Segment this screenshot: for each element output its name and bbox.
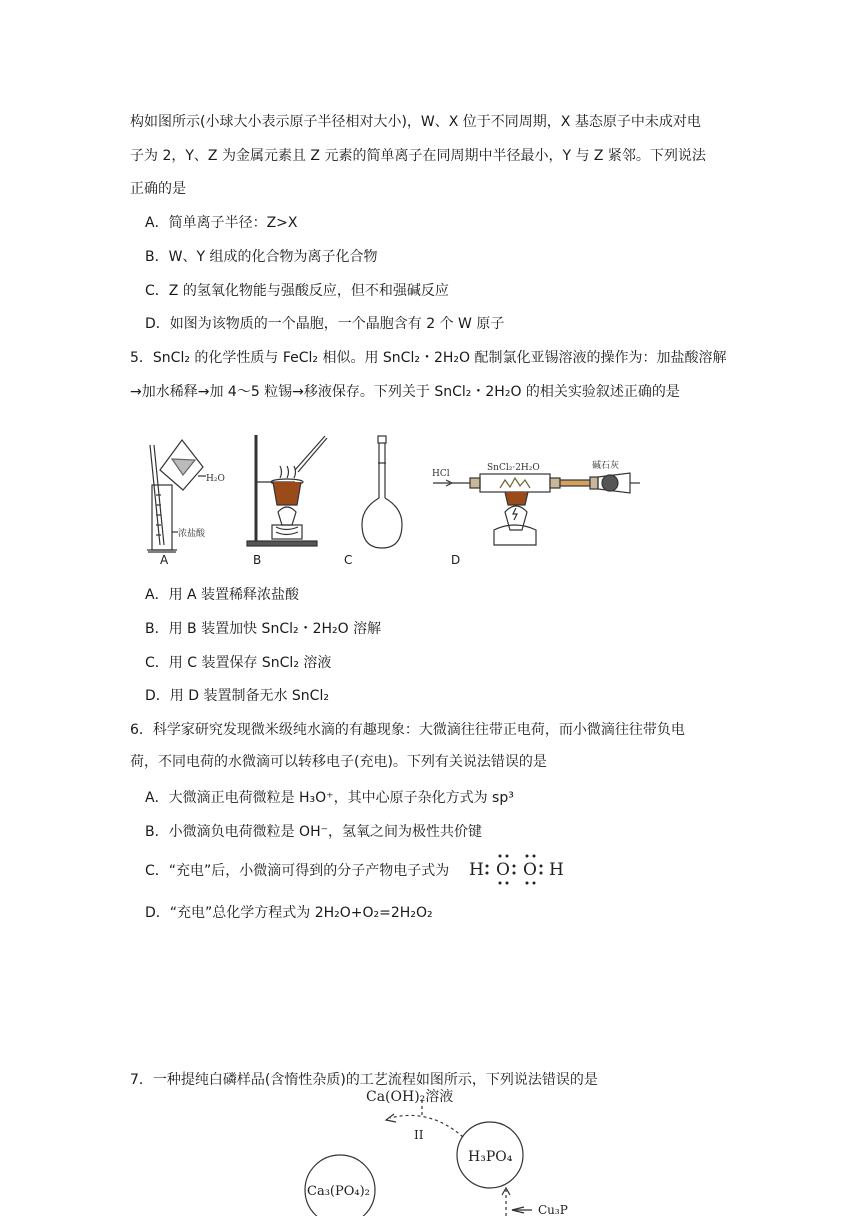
label-h3po4: H₃PO₄	[468, 1149, 513, 1165]
h3po4-node	[457, 1122, 523, 1188]
apparatus-label-a: A	[160, 553, 169, 567]
q5-option-d: D．用 D 装置制备无水 SnCl₂	[145, 688, 329, 704]
q4-option-c: C．Z 的氢氧化物能与强酸反应，但不和强碱反应	[145, 283, 449, 299]
q4-stem-line3: 正确的是	[130, 181, 186, 197]
q5-option-c: C．用 C 装置保存 SnCl₂ 溶液	[145, 655, 332, 671]
q5-option-a: A．用 A 装置稀释浓盐酸	[145, 587, 300, 603]
q6-stem-line1: 6．科学家研究发现微米级纯水滴的有趣现象：大微滴往往带正电荷，而小微滴往往带负电	[130, 722, 685, 738]
q6-option-b: B．小微滴负电荷微粒是 OH⁻，氢氧之间为极性共价键	[145, 824, 482, 840]
label-conc-acid: 浓盐酸	[178, 529, 206, 539]
q5-option-b: B．用 B 装置加快 SnCl₂・2H₂O 溶解	[145, 621, 382, 637]
apparatus-label-c: C	[344, 553, 353, 567]
q6-option-d: D．“充电”总化学方程式为 2H₂O+O₂=2H₂O₂	[145, 905, 433, 921]
ca3po4-node	[305, 1155, 375, 1216]
q6-option-a: A．大微滴正电荷微粒是 H₃O⁺，其中心原子杂化方式为 sp³	[145, 790, 514, 806]
q7-stem-line1: 7．一种提纯白磷样品(含惰性杂质)的工艺流程如图所示，下列说法错误的是	[130, 1072, 598, 1088]
q4-option-b: B．W、Y 组成的化合物为离子化合物	[145, 249, 378, 265]
apparatus-b-icon	[247, 435, 327, 546]
label-cu3p: Cu₃P	[538, 1203, 568, 1216]
q7-flow-diagram	[305, 1100, 532, 1216]
q4-option-a: A．简单离子半径：Z>X	[145, 215, 298, 231]
apparatus-a-icon	[147, 440, 206, 552]
formula-h-right: H	[549, 860, 564, 880]
label-h2o: H₂O	[206, 474, 225, 484]
apparatus-label-b: B	[253, 553, 262, 567]
q5-stem-line2: →加水稀释→加 4～5 粒锡→移液保存。下列关于 SnCl₂・2H₂O 的相关实验叙述正确的是	[130, 384, 680, 400]
formula-electron-dots	[486, 855, 543, 885]
q4-option-d: D．如图为该物质的一个晶胞，一个晶胞含有 2 个 W 原子	[145, 316, 505, 332]
label-step2: II	[414, 1128, 424, 1142]
q5-stem-line1: 5．SnCl₂ 的化学性质与 FeCl₂ 相似。用 SnCl₂・2H₂O 配制氯化亚锡溶液的操作为：加盐酸溶解	[130, 350, 727, 366]
label-sncl2: SnCl₂·2H₂O	[487, 463, 540, 473]
formula-o-left: O	[496, 860, 510, 880]
apparatus-label-d: D	[451, 553, 461, 567]
label-ca3po4: Ca₃(PO₄)₂	[307, 1184, 370, 1199]
formula-h-left: H	[469, 860, 484, 880]
q6-option-c: C．“充电”后，小微滴可得到的分子产物电子式为	[145, 863, 450, 879]
q6-stem-line2: 荷，不同电荷的水微滴可以转移电子(充电)。下列有关说法错误的是	[130, 754, 547, 770]
label-hcl: HCl	[432, 469, 450, 479]
formula-o-right: O	[523, 860, 537, 880]
electron-dot-formula	[469, 855, 564, 885]
apparatus-c-icon	[362, 436, 402, 548]
q4-stem-line2: 子为 2，Y、Z 为金属元素且 Z 元素的简单离子在同周期中半径最小，Y 与 Z 紧邻。下列说法	[130, 148, 706, 164]
apparatus-d-icon	[433, 473, 640, 545]
q4-stem-line1: 构如图所示(小球大小表示原子半径相对大小)，W、X 位于不同周期，X 基态原子中未成对电	[130, 114, 701, 130]
label-caoh2: Ca(OH)₂溶液	[366, 1089, 454, 1105]
label-soda-lime: 碱石灰	[592, 461, 620, 471]
